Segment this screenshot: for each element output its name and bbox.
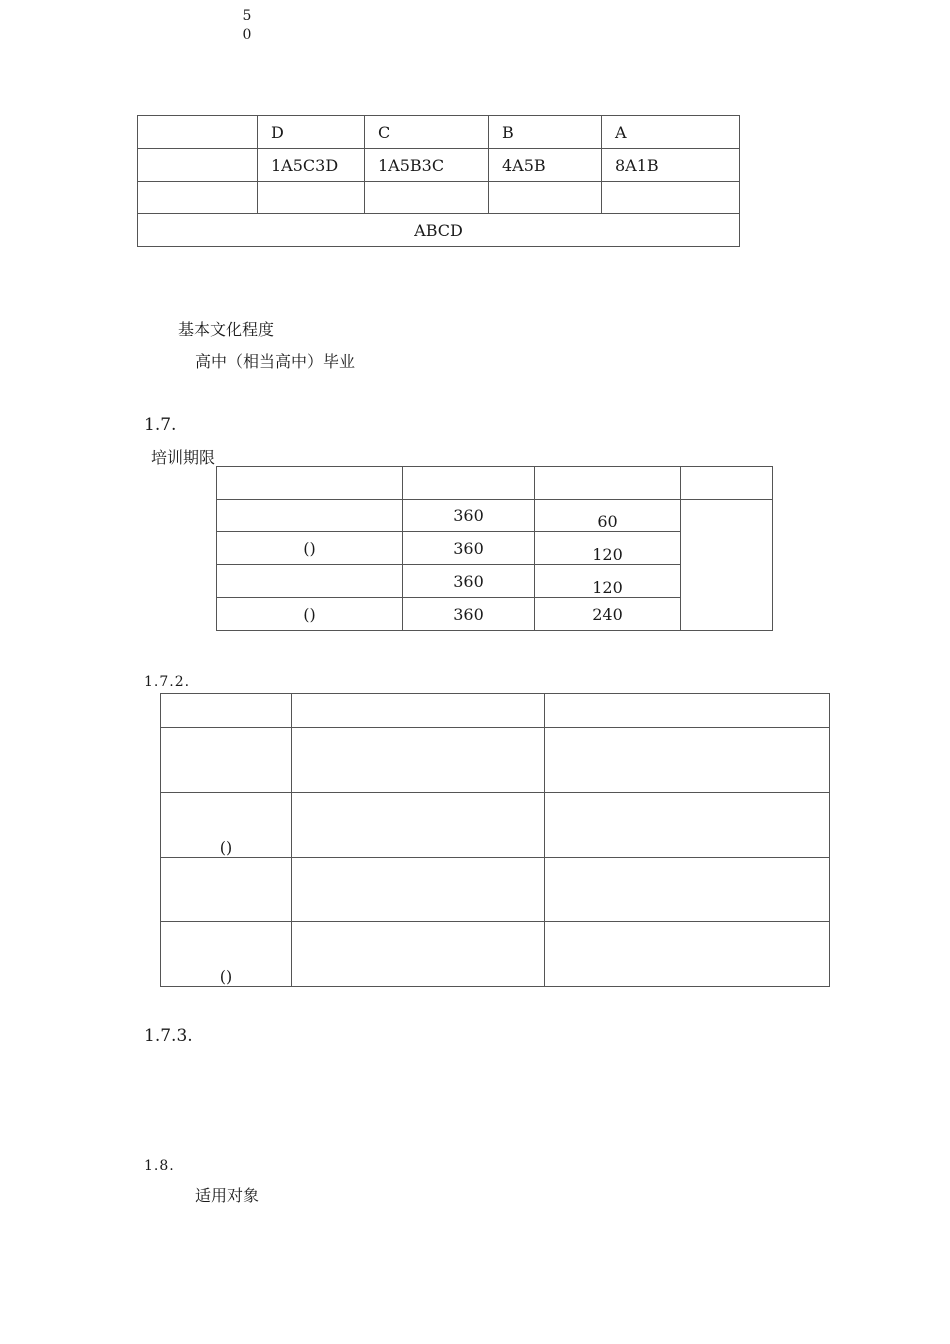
- table-cell: [681, 467, 773, 500]
- table-cell: [217, 467, 403, 500]
- table-cell: [217, 565, 403, 598]
- table-cell: (): [217, 532, 403, 565]
- table-cell: 8A1B: [602, 149, 740, 182]
- table-cell: [545, 858, 830, 922]
- table-row: [138, 116, 740, 149]
- table-cell: 360: [403, 500, 535, 532]
- table-cell: [161, 858, 292, 922]
- table-row: [161, 728, 830, 793]
- table-cell: 1A5B3C: [365, 149, 489, 182]
- table-row: [138, 214, 740, 247]
- table-cell: 60: [535, 500, 681, 532]
- table-cell: [217, 500, 403, 532]
- section-heading-1-8: 1.8.: [144, 1158, 175, 1174]
- table-cell: C: [365, 116, 489, 149]
- training-period-table: [216, 466, 773, 631]
- page-number-digit: 5: [242, 8, 252, 24]
- table-cell: [602, 182, 740, 214]
- table-cell: [161, 728, 292, 793]
- table-cell: [138, 149, 258, 182]
- table-cell: (): [161, 922, 292, 987]
- grade-table: [137, 115, 740, 247]
- training-period-label: 培训期限: [151, 448, 216, 467]
- table-footer-cell: ABCD: [138, 214, 740, 247]
- table-cell: [545, 728, 830, 793]
- table-cell: [365, 182, 489, 214]
- table-cell: [545, 922, 830, 987]
- table-row: [217, 467, 773, 500]
- table-cell: 1A5C3D: [258, 149, 365, 182]
- table-cell: [403, 467, 535, 500]
- table-row: [161, 793, 830, 858]
- education-value: 高中（相当高中）毕业: [195, 352, 356, 371]
- table-cell: [545, 793, 830, 858]
- table-cell: [292, 728, 545, 793]
- table-merged-cell: [681, 500, 773, 631]
- table-cell: D: [258, 116, 365, 149]
- education-heading: 基本文化程度: [178, 320, 275, 339]
- table-cell: 120: [535, 532, 681, 565]
- teacher-table: [160, 693, 830, 987]
- table-cell: (): [217, 598, 403, 631]
- table-cell: [535, 467, 681, 500]
- table-cell: 240: [535, 598, 681, 631]
- section-heading-1-7-3: 1.7.3.: [144, 1026, 193, 1046]
- table-cell: [489, 182, 602, 214]
- table-cell: 4A5B: [489, 149, 602, 182]
- table-row: [138, 149, 740, 182]
- table-cell: 360: [403, 565, 535, 598]
- applicable-target-label: 适用对象: [195, 1186, 260, 1205]
- table-cell: [292, 922, 545, 987]
- table-cell: [258, 182, 365, 214]
- table-cell: [138, 182, 258, 214]
- table-cell: (): [161, 793, 292, 858]
- table-cell: [292, 793, 545, 858]
- table-cell: B: [489, 116, 602, 149]
- page-number: [241, 8, 253, 43]
- table-cell: [292, 694, 545, 728]
- table-row: [217, 500, 773, 532]
- table-cell: 120: [535, 565, 681, 598]
- table-cell: [292, 858, 545, 922]
- section-heading-1-7-2: 1.7.2.: [144, 674, 191, 690]
- table-row: [138, 182, 740, 214]
- table-cell: 360: [403, 598, 535, 631]
- section-heading-1-7: 1.7.: [144, 415, 177, 435]
- page-number-digit: 0: [242, 27, 252, 43]
- table-cell: A: [602, 116, 740, 149]
- table-cell: 360: [403, 532, 535, 565]
- table-row: [161, 922, 830, 987]
- table-cell: [161, 694, 292, 728]
- table-cell: [138, 116, 258, 149]
- table-cell: [545, 694, 830, 728]
- table-row: [161, 858, 830, 922]
- table-row: [161, 694, 830, 728]
